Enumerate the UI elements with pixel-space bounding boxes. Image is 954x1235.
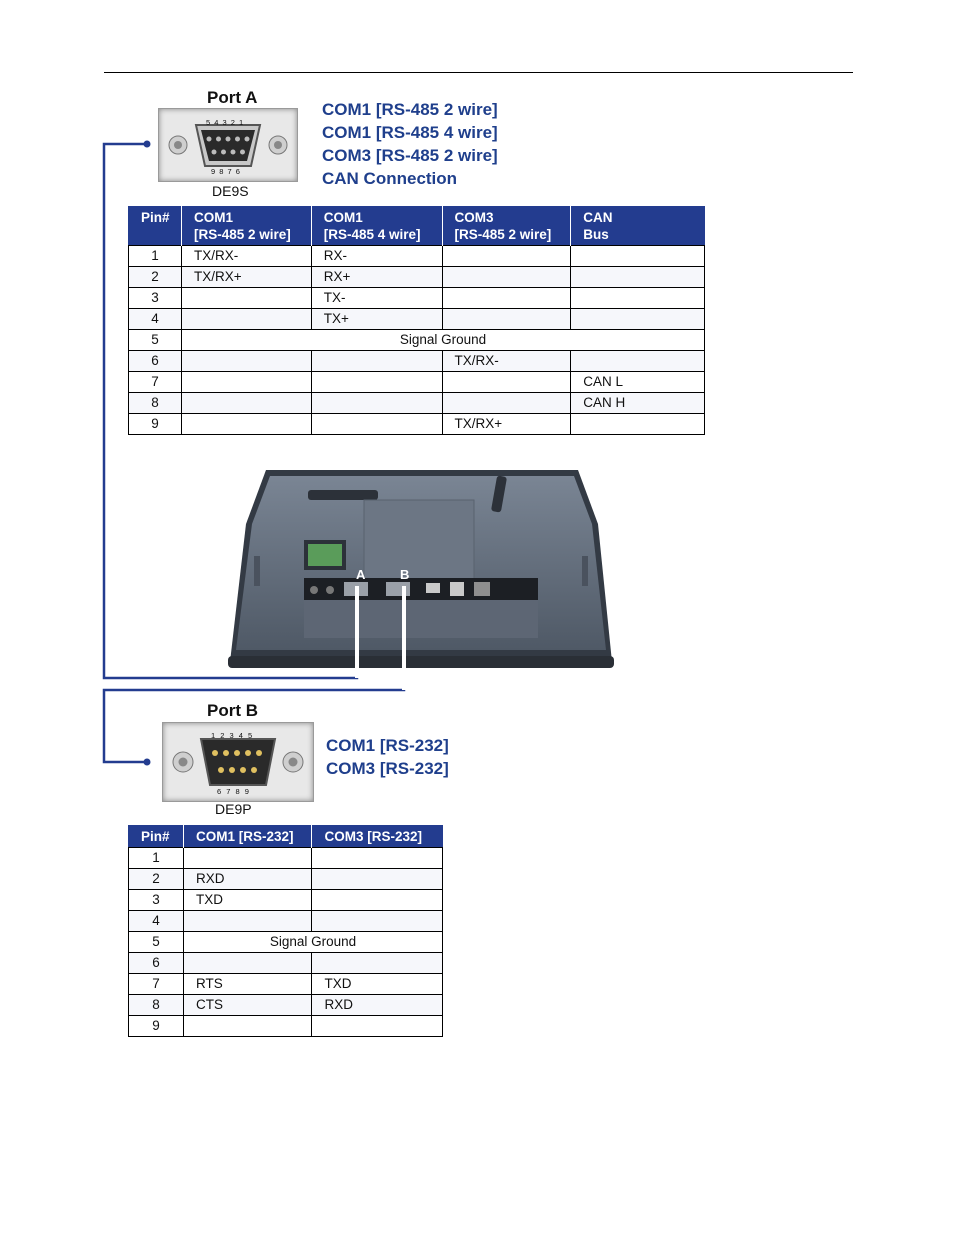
table-row: 6 TX/RX- xyxy=(129,351,705,372)
device-rear-panel-image xyxy=(228,466,614,668)
port-a-mode: COM1 [RS-485 2 wire] xyxy=(322,100,498,119)
header-com1-4wire: COM1 [RS-485 4 wire] xyxy=(311,207,442,246)
port-b-pin-table xyxy=(128,825,443,1037)
table-row: 3 TXD xyxy=(129,890,443,911)
table-row: 3 TX- xyxy=(129,288,705,309)
table-row: 9 xyxy=(129,1016,443,1037)
de9s-connector-icon xyxy=(158,108,298,182)
de9s-top-pin-numbers: 5 4 3 2 1 xyxy=(206,118,245,127)
port-b-leader-line xyxy=(402,586,406,690)
port-a-mode-list xyxy=(322,98,498,190)
port-b-mode-list xyxy=(326,734,449,780)
table-header-row xyxy=(129,826,443,848)
port-a-leader-line xyxy=(355,586,359,678)
header-com1-rs232: COM1 [RS-232] xyxy=(183,826,312,848)
de9p-top-pin-numbers: 1 2 3 4 5 xyxy=(211,731,254,740)
port-b-title: Port B xyxy=(207,701,258,720)
de9s-bottom-pin-numbers: 9 8 7 6 xyxy=(211,167,241,176)
device-port-b-label: B xyxy=(400,567,410,582)
table-row: 4 TX+ xyxy=(129,309,705,330)
table-row: 2 TX/RX+ RX+ xyxy=(129,267,705,288)
header-com3-rs232: COM3 [RS-232] xyxy=(312,826,443,848)
header-pin: Pin# xyxy=(129,207,182,246)
table-row: 6 xyxy=(129,953,443,974)
table-row: 5 Signal Ground xyxy=(129,330,705,351)
header-pin: Pin# xyxy=(129,826,184,848)
port-b-mode: COM3 [RS-232] xyxy=(326,759,449,778)
table-row: 5 Signal Ground xyxy=(129,932,443,953)
de9s-label: DE9S xyxy=(212,183,249,199)
port-a-mode: CAN Connection xyxy=(322,169,458,188)
header-can-bus: CAN Bus xyxy=(571,207,705,246)
table-row: 1 xyxy=(129,848,443,869)
table-row: 9 TX/RX+ xyxy=(129,414,705,435)
table-row: 2 RXD xyxy=(129,869,443,890)
port-b-mode: COM1 [RS-232] xyxy=(326,736,449,755)
de9p-bottom-pin-numbers: 6 7 8 9 xyxy=(217,787,251,796)
header-com3-2wire: COM3 [RS-485 2 wire] xyxy=(442,207,571,246)
port-a-title: Port A xyxy=(207,88,258,107)
table-row: 8 CTS RXD xyxy=(129,995,443,1016)
port-a-pin-table xyxy=(128,206,705,435)
table-row: 7 CAN L xyxy=(129,372,705,393)
port-a-mode: COM1 [RS-485 4 wire] xyxy=(322,123,498,142)
header-com1-2wire: COM1 [RS-485 2 wire] xyxy=(181,207,311,246)
table-row: 4 xyxy=(129,911,443,932)
de9p-connector-icon xyxy=(162,722,314,802)
port-a-mode: COM3 [RS-485 2 wire] xyxy=(322,146,498,165)
table-row: 1 TX/RX- RX- xyxy=(129,246,705,267)
table-header-row xyxy=(129,207,705,246)
table-row: 8 CAN H xyxy=(129,393,705,414)
de9p-label: DE9P xyxy=(215,801,252,817)
device-port-a-label: A xyxy=(356,567,366,582)
table-row: 7 RTS TXD xyxy=(129,974,443,995)
